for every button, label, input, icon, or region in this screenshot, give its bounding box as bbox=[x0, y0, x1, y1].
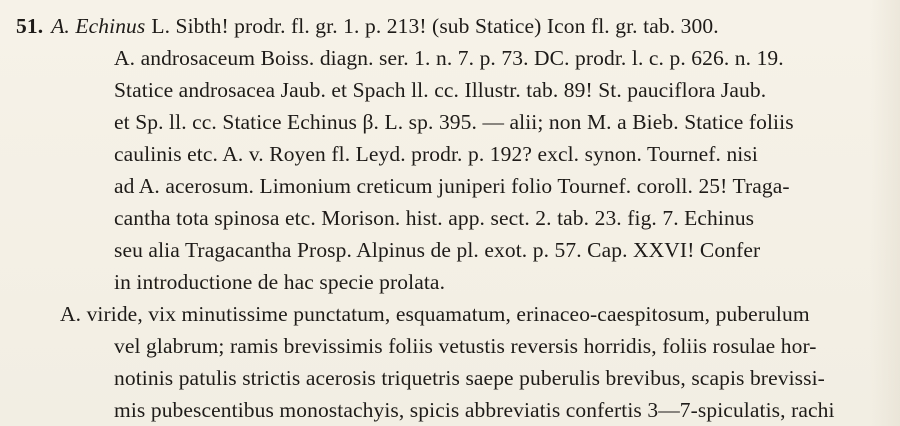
description-line: notinis patulis strictis acerosis triquetris saepe puberulis brevibus, scapis brevissi- bbox=[114, 366, 825, 390]
genus-abbrev: A. bbox=[51, 14, 70, 38]
description-line: vel glabrum; ramis brevissimis foliis vetustis reversis horridis, foliis rosulae hor- bbox=[114, 334, 817, 358]
entry-heading-rest: L. Sibth! prodr. fl. gr. 1. p. 213! (sub Statice) Icon fl. gr. tab. 300. bbox=[151, 14, 719, 38]
description-line: A. viride, vix minutissime punctatum, esquamatum, erinaceo-caespitosum, puberulum bbox=[60, 302, 810, 326]
description-line: mis pubescentibus monostachyis, spicis abbreviatis confertis 3—7-spiculatis, rachi bbox=[114, 398, 835, 422]
synonymy-line: caulinis etc. A. v. Royen fl. Leyd. prodr. p. 192? excl. synon. Tournef. nisi bbox=[114, 142, 758, 166]
synonymy-line: A. androsaceum Boiss. diagn. ser. 1. n. 7. p. 73. DC. prodr. l. c. p. 626. n. 19. bbox=[114, 46, 784, 70]
synonymy-line: ad A. acerosum. Limonium creticum juniperi folio Tournef. coroll. 25! Traga- bbox=[114, 174, 790, 198]
entry-number: 51. bbox=[16, 14, 44, 38]
species-name: Echinus bbox=[75, 14, 146, 38]
synonymy-line: seu alia Tragacantha Prosp. Alpinus de pl. exot. p. 57. Cap. XXVI! Confer bbox=[114, 238, 761, 262]
synonymy-line: et Sp. ll. cc. Statice Echinus β. L. sp. 395. — alii; non M. a Bieb. Statice foliis bbox=[114, 110, 794, 134]
page-edge-shadow bbox=[870, 0, 900, 426]
entry-heading-line bbox=[16, 10, 719, 42]
synonymy-line: Statice androsacea Jaub. et Spach ll. cc. Illustr. tab. 89! St. pauciflora Jaub. bbox=[114, 78, 767, 102]
synonymy-line: in introductione de hac specie prolata. bbox=[114, 270, 446, 294]
synonymy-line: cantha tota spinosa etc. Morison. hist. app. sect. 2. tab. 23. fig. 7. Echinus bbox=[114, 206, 755, 230]
